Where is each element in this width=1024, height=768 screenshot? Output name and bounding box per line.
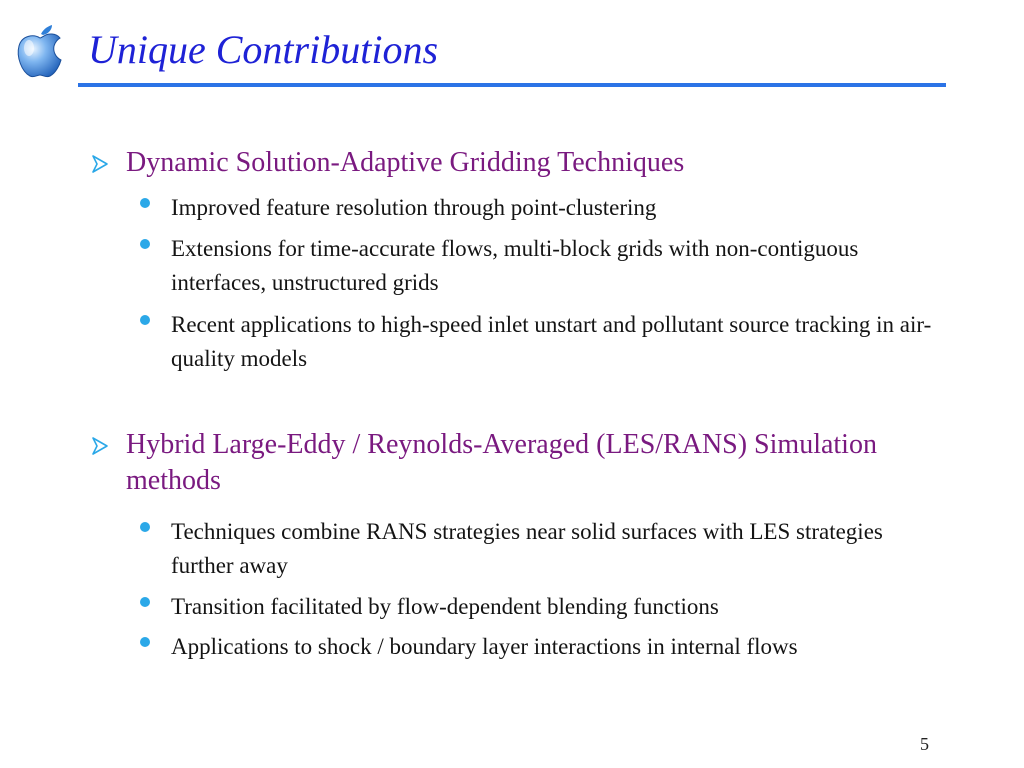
section-heading: Hybrid Large-Eddy / Reynolds-Averaged (LES/RANS) Simulation methods xyxy=(126,429,877,496)
title-underline xyxy=(78,83,946,87)
bullet-dot-icon xyxy=(140,315,150,325)
bullet-item: Applications to shock / boundary layer interactions in internal flows xyxy=(171,634,798,659)
bullet-item: Transition facilitated by flow-dependent blending functions xyxy=(171,594,719,619)
slide-title: Unique Contributions xyxy=(88,27,439,72)
bullet-dot-icon xyxy=(140,597,150,607)
bullet-dot-icon xyxy=(140,198,150,208)
bullet-item: Techniques combine RANS strategies near solid surfaces with LES strategies further away xyxy=(171,519,883,578)
arrow-bullet-icon xyxy=(90,154,110,174)
bullet-item: Improved feature resolution through point-clustering xyxy=(171,195,657,220)
section-heading: Dynamic Solution-Adaptive Gridding Techniques xyxy=(126,147,685,178)
page-number: 5 xyxy=(920,734,929,754)
apple-logo-icon xyxy=(14,24,66,80)
arrow-bullet-icon xyxy=(90,436,110,456)
bullet-dot-icon xyxy=(140,239,150,249)
bullet-dot-icon xyxy=(140,637,150,647)
bullet-dot-icon xyxy=(140,522,150,532)
bullet-item: Extensions for time-accurate flows, multi-block grids with non-contiguous interfaces, unstructured grids xyxy=(171,236,859,295)
bullet-item: Recent applications to high-speed inlet unstart and pollutant source tracking in air-quality models xyxy=(171,312,932,371)
